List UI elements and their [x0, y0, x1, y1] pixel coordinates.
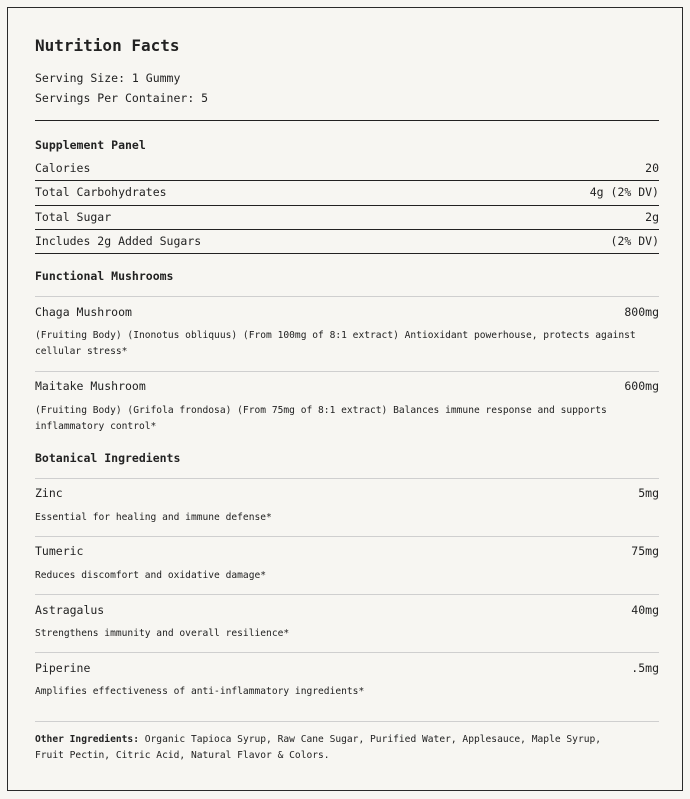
divider: [35, 180, 659, 181]
divider: [35, 478, 659, 479]
ingredient-amount: 40mg: [631, 603, 659, 617]
ingredient-name: Piperine: [35, 661, 91, 675]
nutrient-label: Total Carbohydrates: [35, 185, 167, 199]
nutrient-row: [35, 209, 659, 225]
nutrient-label: Includes 2g Added Sugars: [35, 234, 202, 248]
ingredient-name: Tumeric: [35, 544, 84, 558]
other-ingredients: [35, 732, 629, 764]
ingredient-name: Chaga Mushroom: [35, 305, 132, 319]
ingredient-description: Essential for healing and immune defense*: [35, 512, 272, 523]
divider: [35, 120, 659, 121]
ingredient-description: Strengthens immunity and overall resilience*: [35, 628, 290, 639]
ingredient-amount: 75mg: [631, 544, 659, 558]
nutrient-value: 2g: [645, 210, 659, 224]
nutrient-row: [35, 233, 659, 249]
nutrient-label: Total Sugar: [35, 210, 112, 224]
ingredient-name: Maitake Mushroom: [35, 379, 146, 393]
ingredient-row: [35, 660, 659, 676]
ingredient-row: [35, 485, 659, 501]
divider: [35, 229, 659, 230]
divider: [35, 721, 659, 722]
divider: [35, 594, 659, 595]
divider: [35, 652, 659, 653]
ingredient-amount: 800mg: [624, 305, 659, 319]
ingredient-name: Zinc: [35, 486, 63, 500]
ingredient-description: (Fruiting Body) (Inonotus obliquus) (From 100mg of 8:1 extract) Antioxidant powerhouse, protects against cellular stress*: [35, 330, 636, 357]
divider: [35, 371, 659, 372]
nutrient-value: 20: [645, 161, 659, 175]
nutrient-value: (2% DV): [610, 234, 659, 248]
divider: [35, 253, 659, 254]
serving-size: Serving Size: 1 Gummy: [35, 71, 181, 85]
ingredient-amount: .5mg: [631, 661, 659, 675]
supplement-panel-heading: Supplement Panel: [35, 138, 146, 152]
other-ingredients-text: Organic Tapioca Syrup, Raw Cane Sugar, Purified Water, Applesauce, Maple Syrup, Fruit Pectin, Citric Acid, Natural Flavor & Colors.: [35, 734, 602, 761]
divider: [35, 296, 659, 297]
ingredient-amount: 5mg: [638, 486, 659, 500]
ingredient-description: Amplifies effectiveness of anti-inflammatory ingredients*: [35, 686, 365, 697]
nutrient-row: [35, 160, 659, 176]
nutrient-row: [35, 184, 659, 200]
ingredient-description: Reduces discomfort and oxidative damage*: [35, 570, 267, 581]
divider: [35, 536, 659, 537]
nutrition-panel: [7, 7, 683, 791]
nutrient-value: 4g (2% DV): [589, 185, 659, 199]
other-ingredients-label: Other Ingredients:: [35, 734, 139, 745]
page-title: Nutrition Facts: [35, 36, 180, 55]
nutrient-label: Calories: [35, 161, 91, 175]
servings-per-container: Servings Per Container: 5: [35, 91, 209, 105]
divider: [35, 205, 659, 206]
ingredient-description: (Fruiting Body) (Grifola frondosa) (From 75mg of 8:1 extract) Balances immune response and supports inflammatory control*: [35, 405, 607, 432]
ingredient-row: [35, 602, 659, 618]
ingredient-amount: 600mg: [624, 379, 659, 393]
botanical-ingredients-heading: Botanical Ingredients: [35, 451, 181, 465]
ingredient-row: [35, 304, 659, 320]
ingredient-name: Astragalus: [35, 603, 105, 617]
ingredient-row: [35, 543, 659, 559]
functional-mushrooms-heading: Functional Mushrooms: [35, 269, 174, 283]
ingredient-row: [35, 378, 659, 394]
